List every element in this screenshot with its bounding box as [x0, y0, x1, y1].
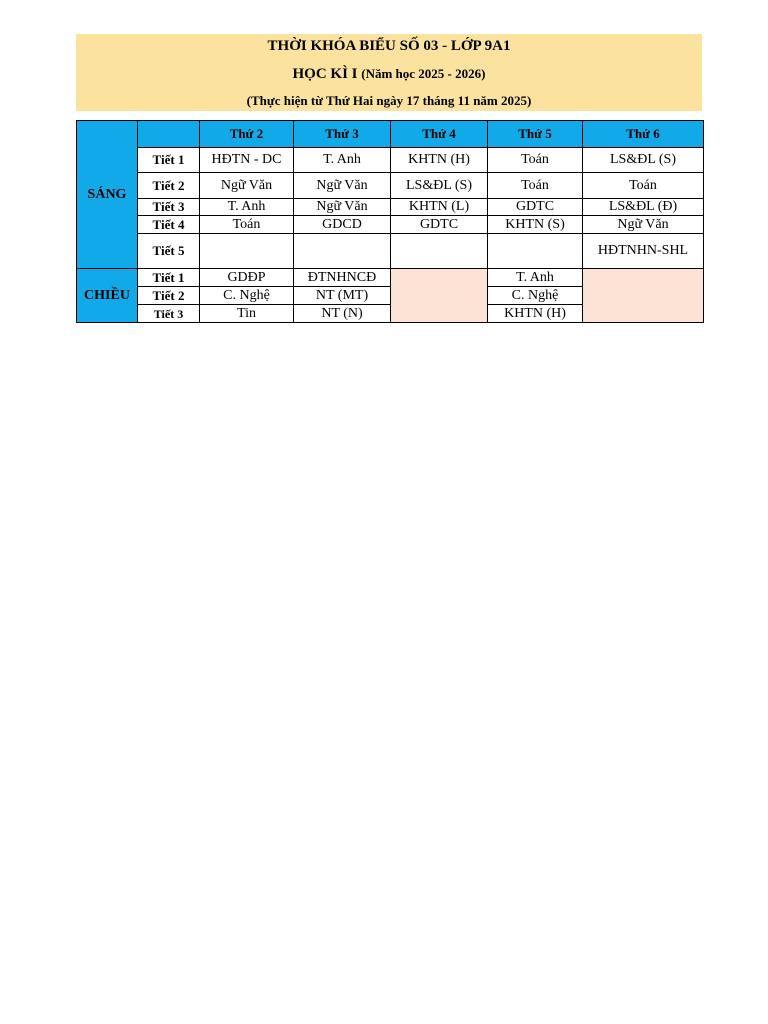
period-label: Tiết 3 [138, 305, 200, 323]
subject-cell: GDCD [294, 216, 391, 234]
subject-cell: C. Nghệ [488, 287, 583, 305]
period-label: Tiết 5 [138, 234, 200, 269]
period-label: Tiết 4 [138, 216, 200, 234]
day-header-row [77, 121, 704, 148]
subject-cell: T. Anh [294, 148, 391, 173]
subject-cell: LS&ĐL (S) [391, 173, 488, 199]
period-label: Tiết 2 [138, 173, 200, 199]
day-header: Thứ 6 [583, 121, 704, 148]
subject-cell: Toán [200, 216, 294, 234]
period-label: Tiết 2 [138, 287, 200, 305]
session-afternoon: CHIỀU [77, 269, 138, 323]
day-header: Thứ 3 [294, 121, 391, 148]
schedule-header [76, 34, 702, 111]
table-row [77, 173, 704, 199]
subject-cell [294, 234, 391, 269]
subject-cell: LS&ĐL (Đ) [583, 199, 704, 216]
subject-cell: Toán [488, 148, 583, 173]
table-row [77, 199, 704, 216]
subject-cell: GDTC [391, 216, 488, 234]
subject-cell: NT (MT) [294, 287, 391, 305]
subject-cell: Tin [200, 305, 294, 323]
day-header: Thứ 4 [391, 121, 488, 148]
subject-cell: LS&ĐL (S) [583, 148, 704, 173]
period-label: Tiết 1 [138, 148, 200, 173]
period-label: Tiết 3 [138, 199, 200, 216]
subject-cell: GDTC [488, 199, 583, 216]
subject-cell: KHTN (S) [488, 216, 583, 234]
semester-label: HỌC KÌ I [292, 66, 358, 82]
subject-cell: KHTN (H) [488, 305, 583, 323]
school-year: (Năm học 2025 - 2026) [361, 66, 486, 81]
subject-cell [488, 234, 583, 269]
subject-cell: Toán [488, 173, 583, 199]
subject-cell: GDĐP [200, 269, 294, 287]
table-row [77, 234, 704, 269]
subject-cell: Ngữ Văn [294, 199, 391, 216]
table-row [77, 269, 704, 287]
subject-cell: Toán [583, 173, 704, 199]
subject-cell: NT (N) [294, 305, 391, 323]
subject-cell: T. Anh [488, 269, 583, 287]
subject-cell: HĐTN - DC [200, 148, 294, 173]
period-label: Tiết 1 [138, 269, 200, 287]
subject-cell: KHTN (H) [391, 148, 488, 173]
subject-cell [391, 234, 488, 269]
empty-cell [391, 269, 488, 323]
day-header: Thứ 2 [200, 121, 294, 148]
corner-cell [138, 121, 200, 148]
day-header: Thứ 5 [488, 121, 583, 148]
session-morning: SÁNG [77, 121, 138, 269]
subject-cell [200, 234, 294, 269]
subject-cell: Ngữ Văn [200, 173, 294, 199]
subject-cell: ĐTNHNCĐ [294, 269, 391, 287]
subject-cell: KHTN (L) [391, 199, 488, 216]
semester-line [76, 64, 702, 84]
subject-cell: Ngữ Văn [294, 173, 391, 199]
empty-cell [583, 269, 704, 323]
subject-cell: HĐTNHN-SHL [583, 234, 704, 269]
schedule-title: THỜI KHÓA BIỂU SỐ 03 - LỚP 9A1 [267, 38, 511, 54]
subject-cell: T. Anh [200, 199, 294, 216]
table-row [77, 148, 704, 173]
subject-cell: C. Nghệ [200, 287, 294, 305]
timetable [76, 120, 704, 323]
effective-date: (Thực hiện từ Thứ Hai ngày 17 tháng 11 năm 2025) [246, 93, 532, 108]
table-row [77, 216, 704, 234]
subject-cell: Ngữ Văn [583, 216, 704, 234]
